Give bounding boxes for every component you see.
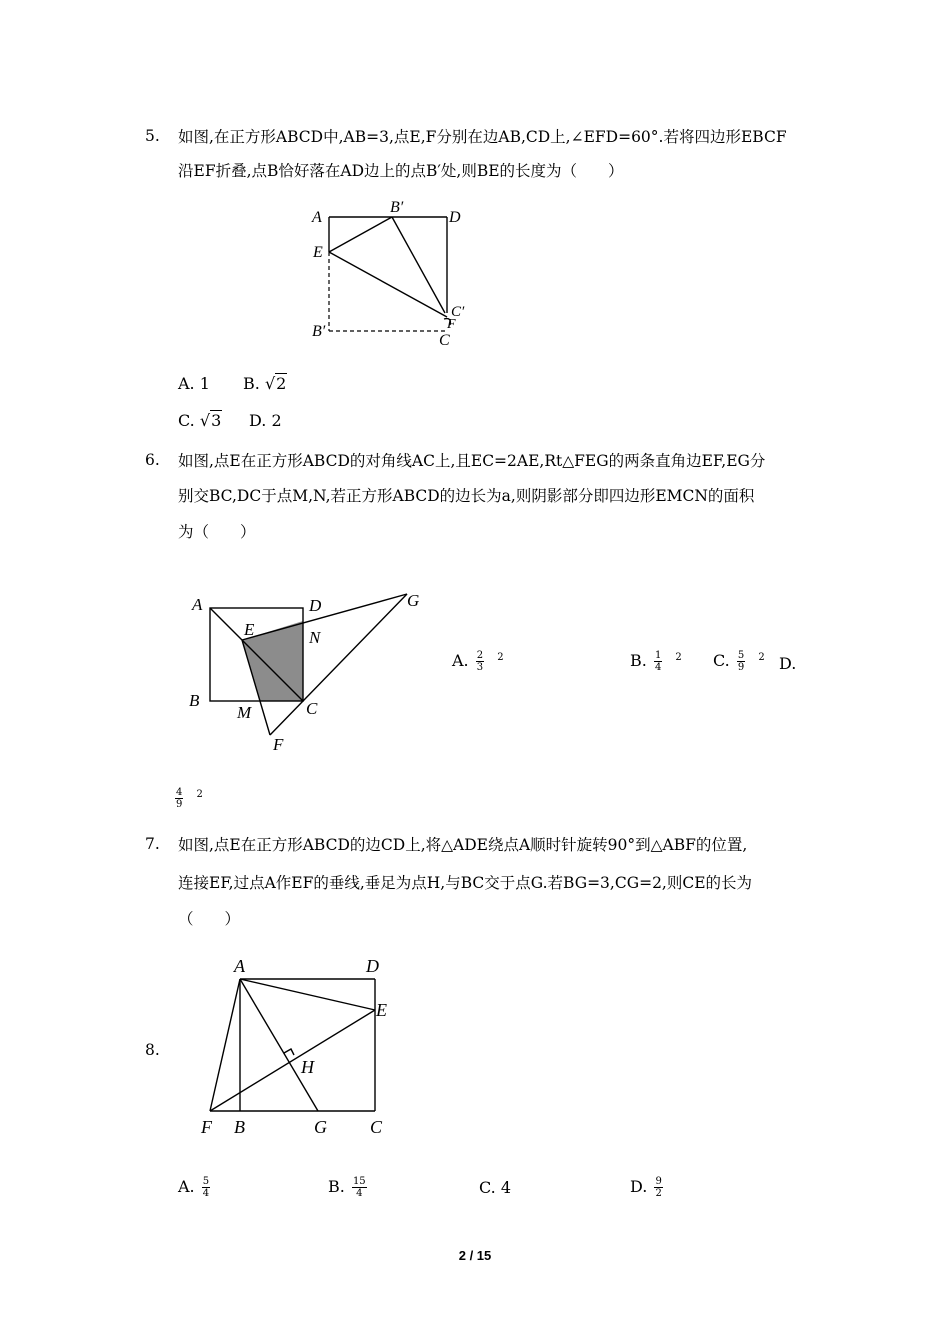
q8-option-c[interactable]: C. 4 (479, 1178, 512, 1197)
q6-option-a[interactable]: A. $\frac{2}{3}$ $^2$ (452, 650, 504, 673)
fraction: $\frac{5}{4}$ (202, 1176, 210, 1199)
q8-option-b[interactable]: B. $\frac{15}{4}$ (328, 1176, 366, 1199)
q8-segment-ag (240, 979, 318, 1111)
page-number: 2 / 15 (458, 1248, 492, 1263)
q6-option-c[interactable]: C. $\frac{5}{9}$ $^2$ (713, 650, 765, 673)
fraction: $\frac{9}{2}$ (655, 1176, 662, 1199)
q6-label-f: F (273, 735, 284, 754)
q6-leg-eg (242, 594, 407, 640)
fraction: $\frac{2}{3}$ (476, 650, 484, 673)
q8-label-h: H (301, 1057, 314, 1077)
q6-label-c: C (306, 699, 318, 718)
q5-option-a[interactable]: A. 1 (178, 374, 210, 393)
fraction: $\frac{5}{9}$ (737, 650, 745, 673)
q6-text-line3: 为（ ） (178, 523, 256, 541)
q5-fold-bc (392, 217, 445, 313)
q5-figure (300, 195, 490, 355)
fraction: $\frac{15}{4}$ (352, 1176, 366, 1199)
q8-option-a[interactable]: A. $\frac{5}{4}$ (178, 1176, 210, 1199)
q6-number: 6. (145, 451, 160, 469)
q6-option-b[interactable]: B. $\frac{1}{4}$ $^2$ (630, 650, 682, 673)
q8-option-d[interactable]: D. $\frac{9}{2}$ (630, 1176, 662, 1199)
q6-option-d-label[interactable]: D. (779, 654, 797, 673)
q5-fold-eb (329, 217, 392, 252)
q8-label-f: F (201, 1117, 212, 1137)
q8-label-c: C (370, 1117, 383, 1137)
q5-label-b2: B′ (312, 323, 326, 340)
q8-label-e: E (376, 1000, 387, 1020)
q7-text-line3: （ ） (178, 910, 241, 928)
fraction: $\frac{4}{9}$ (176, 787, 183, 810)
q5-option-b[interactable]: B. √2 (243, 374, 287, 393)
q6-text-line1: 如图,点E在正方形ABCD的对角线AC上,且EC=2AE,Rt△FEG的两条直角边EF,EG分 (178, 452, 766, 470)
q5-label-bp: B′ (390, 199, 404, 216)
q6-label-a: A (192, 595, 203, 614)
q6-label-d: D (309, 596, 322, 615)
q8-right-angle-mark (284, 1049, 294, 1055)
q8-number: 8. (145, 1041, 160, 1059)
q8-figure (190, 950, 405, 1140)
q8-segment-af (210, 979, 240, 1111)
q6-label-n: N (309, 628, 321, 647)
q5-text-line2: 沿EF折叠,点B恰好落在AD边上的点B′处,则BE的长度为（ ） (178, 162, 624, 180)
q6-label-m: M (237, 703, 252, 722)
q7-number: 7. (145, 835, 160, 853)
q8-segment-fe (210, 1010, 375, 1111)
q7-text-line2: 连接EF,过点A作EF的垂线,垂足为点H,与BC交于点G.若BG=3,CG=2,则CE的长为 (178, 874, 753, 892)
q6-label-b: B (189, 691, 200, 710)
q8-segment-ae (240, 979, 375, 1010)
q5-label-e: E (313, 244, 323, 261)
q5-text-line1: 如图,在正方形ABCD中,AB=3,点E,F分别在边AB,CD上,∠EFD=60°.若将四边形EBCF (178, 128, 787, 146)
q5-option-c[interactable]: C. √3 (178, 411, 222, 430)
sqrt-symbol: √2 (264, 374, 287, 393)
q6-figure (185, 585, 430, 760)
q5-label-d: D (449, 209, 461, 226)
q5-label-c: C (439, 332, 450, 349)
q5-option-d[interactable]: D. 2 (249, 411, 282, 430)
q6-text-line2: 别交BC,DC于点M,N,若正方形ABCD的边长为a,则阴影部分即四边形EMCN的面积 (178, 487, 755, 505)
q6-option-d-value[interactable]: $\frac{4}{9}$ $^2$ (176, 787, 203, 810)
q5-label-f: F (447, 317, 456, 332)
q8-label-a: A (234, 956, 245, 976)
q5-label-a: A (312, 209, 322, 226)
fraction: $\frac{1}{4}$ (654, 650, 662, 673)
q7-text-line1: 如图,点E在正方形ABCD的边CD上,将△ADE绕点A顺时针旋转90°到△ABF的位置, (178, 836, 748, 854)
q5-number: 5. (145, 127, 160, 145)
q8-label-d: D (366, 956, 379, 976)
q8-label-g: G (314, 1117, 327, 1137)
q5-label-cp: C′ (451, 304, 465, 320)
sqrt-symbol: √3 (199, 411, 222, 430)
q6-label-g: G (407, 591, 420, 610)
q6-label-e: E (244, 620, 255, 639)
q8-label-b: B (234, 1117, 245, 1137)
